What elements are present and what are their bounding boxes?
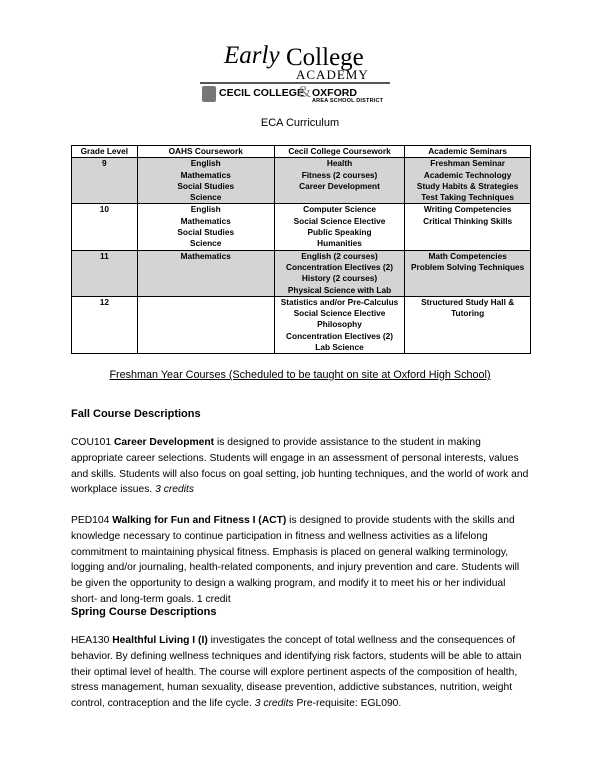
course-description-hea130 (71, 633, 533, 712)
course-text: investigates the concept of total wellness and the consequences of behavior. By defining wellness techniques and identifying risk factors, students will be able to attain their optimal level of health. The course will explore pertinent aspects of the composition of health, stress management, human sexuality, disease prevention, addictive substances, nutrition, weight control, contraception and the life cycle. (71, 635, 522, 710)
course-prerequisite: Pre-requisite: EGL090. (293, 698, 402, 710)
cecil-course: Health (326, 158, 353, 169)
table-header-row (72, 146, 531, 158)
page-title: ECA Curriculum (260, 117, 340, 129)
seminars-course: Math Competencies (428, 250, 507, 261)
cecil-course: Public Speaking (307, 227, 372, 238)
grade-cell: 12 (72, 296, 138, 353)
grade-cell: 9 (72, 158, 138, 204)
oahs-course: Science (190, 192, 222, 203)
logo-divider (200, 82, 390, 84)
header-cecil-coursework: Cecil College Coursework (274, 146, 405, 158)
header-academic-seminars: Academic Seminars (405, 146, 531, 158)
cecil-course: Computer Science (303, 204, 376, 215)
cecil-course: Career Development (299, 180, 380, 191)
course-credits: 3 credits (155, 484, 195, 496)
table-row (72, 158, 531, 204)
course-code: PED104 (71, 515, 113, 526)
cecil-course: Humanities (317, 238, 362, 249)
cecil-course: Social Science Elective (293, 215, 386, 226)
logo-ampersand: & (298, 82, 312, 101)
logo-academy-text: ACADEMY (296, 67, 369, 82)
cecil-course: Fitness (2 courses) (301, 169, 378, 180)
seminars-course: Problem Solving Techniques (411, 261, 525, 272)
oahs-course: Social Studies (177, 180, 235, 191)
seminars-course: Academic Technology (423, 169, 512, 180)
oahs-cell (137, 158, 274, 204)
cecil-cell (274, 296, 405, 353)
course-credits: 3 credits (254, 698, 294, 710)
cecil-course: Social Science Elective (293, 308, 386, 319)
seminars-course: Writing Competencies (423, 204, 512, 215)
table-row (72, 204, 531, 250)
grade-cell: 10 (72, 204, 138, 250)
logo-early-text: Early (224, 42, 280, 69)
cecil-cell (274, 250, 405, 296)
seminars-course: Freshman Seminar (430, 158, 505, 169)
seminars-course: Structured Study Hall & (421, 296, 515, 307)
school-logo (200, 42, 390, 106)
cecil-course: English (2 courses) (301, 250, 378, 261)
oahs-course: Mathematics (180, 169, 231, 180)
course-text: is designed to provide assistance to the student in making appropriate career selections. Students will engage in an assessment of personal interests, values and skills. Students will also focus on goal setting, job hunting techniques, and the world of work and workplace issues. (71, 437, 529, 496)
freshman-year-heading: Freshman Year Courses (Scheduled to be taught on site at Oxford High School) (109, 369, 491, 381)
course-name: Career Development (113, 437, 215, 448)
oahs-course: English (190, 158, 221, 169)
cecil-course: Physical Science with Lab (287, 284, 392, 295)
header-oahs-coursework: OAHS Coursework (137, 146, 274, 158)
oahs-cell (137, 204, 274, 250)
seminars-course: Test Taking Techniques (421, 192, 514, 203)
seminars-course: Study Habits & Strategies (416, 180, 519, 191)
oahs-course: Science (190, 238, 222, 249)
cecil-course: History (2 courses) (301, 273, 378, 284)
oahs-cell (137, 296, 274, 353)
table-row (72, 250, 531, 296)
cecil-course: Statistics and/or Pre-Calculus (280, 296, 399, 307)
grade-cell: 11 (72, 250, 138, 296)
course-code: HEA130 (71, 635, 113, 646)
logo-district-text: AREA SCHOOL DISTRICT (312, 98, 384, 104)
cecil-cell (274, 158, 405, 204)
curriculum-table-body (72, 158, 531, 354)
cecil-course: Concentration Electives (2) (286, 330, 393, 341)
spring-heading: Spring Course Descriptions (71, 606, 217, 618)
oahs-course: Mathematics (180, 250, 231, 261)
oahs-course: Social Studies (177, 227, 235, 238)
course-name: Walking for Fun and Fitness I (ACT) (112, 515, 287, 526)
cecil-course: Lab Science (315, 342, 364, 353)
course-name: Healthful Living I (I) (112, 635, 208, 646)
curriculum-table (71, 145, 531, 354)
cecil-college-mark-icon (202, 86, 216, 102)
seminars-course: Critical Thinking Skills (423, 215, 513, 226)
oahs-course: Mathematics (180, 215, 231, 226)
course-description-cou101 (71, 435, 533, 498)
logo-cecil-college-text: CECIL COLLEGE (219, 87, 304, 99)
fall-heading: Fall Course Descriptions (71, 408, 201, 420)
cecil-course: Concentration Electives (2) (286, 261, 393, 272)
course-description-ped104 (71, 513, 533, 608)
logo-oxford-text: OXFORD (312, 87, 357, 99)
logo-college-text: College (286, 44, 364, 71)
seminars-cell (405, 250, 531, 296)
header-grade-level: Grade Level (72, 146, 138, 158)
course-code: COU101 (71, 437, 114, 448)
course-text: is designed to provide students with the skills and knowledge necessary to continue participation in fitness and wellness activities as a lifelong commitment to maintaining physical fitness. Emphasis is placed on general walking terminology, logging and/or journaling, health-related components, and injury prevention and care. Students will be given the opportunity to design a walking program, and modify it to meet his or her individual short- and long-term goals. 1 credit (71, 515, 520, 605)
oahs-course: English (190, 204, 221, 215)
seminars-cell (405, 296, 531, 353)
seminars-cell (405, 204, 531, 250)
cecil-course: Philosophy (317, 319, 362, 330)
seminars-course: Tutoring (451, 308, 485, 319)
oahs-cell (137, 250, 274, 296)
table-row (72, 296, 531, 353)
cecil-cell (274, 204, 405, 250)
seminars-cell (405, 158, 531, 204)
